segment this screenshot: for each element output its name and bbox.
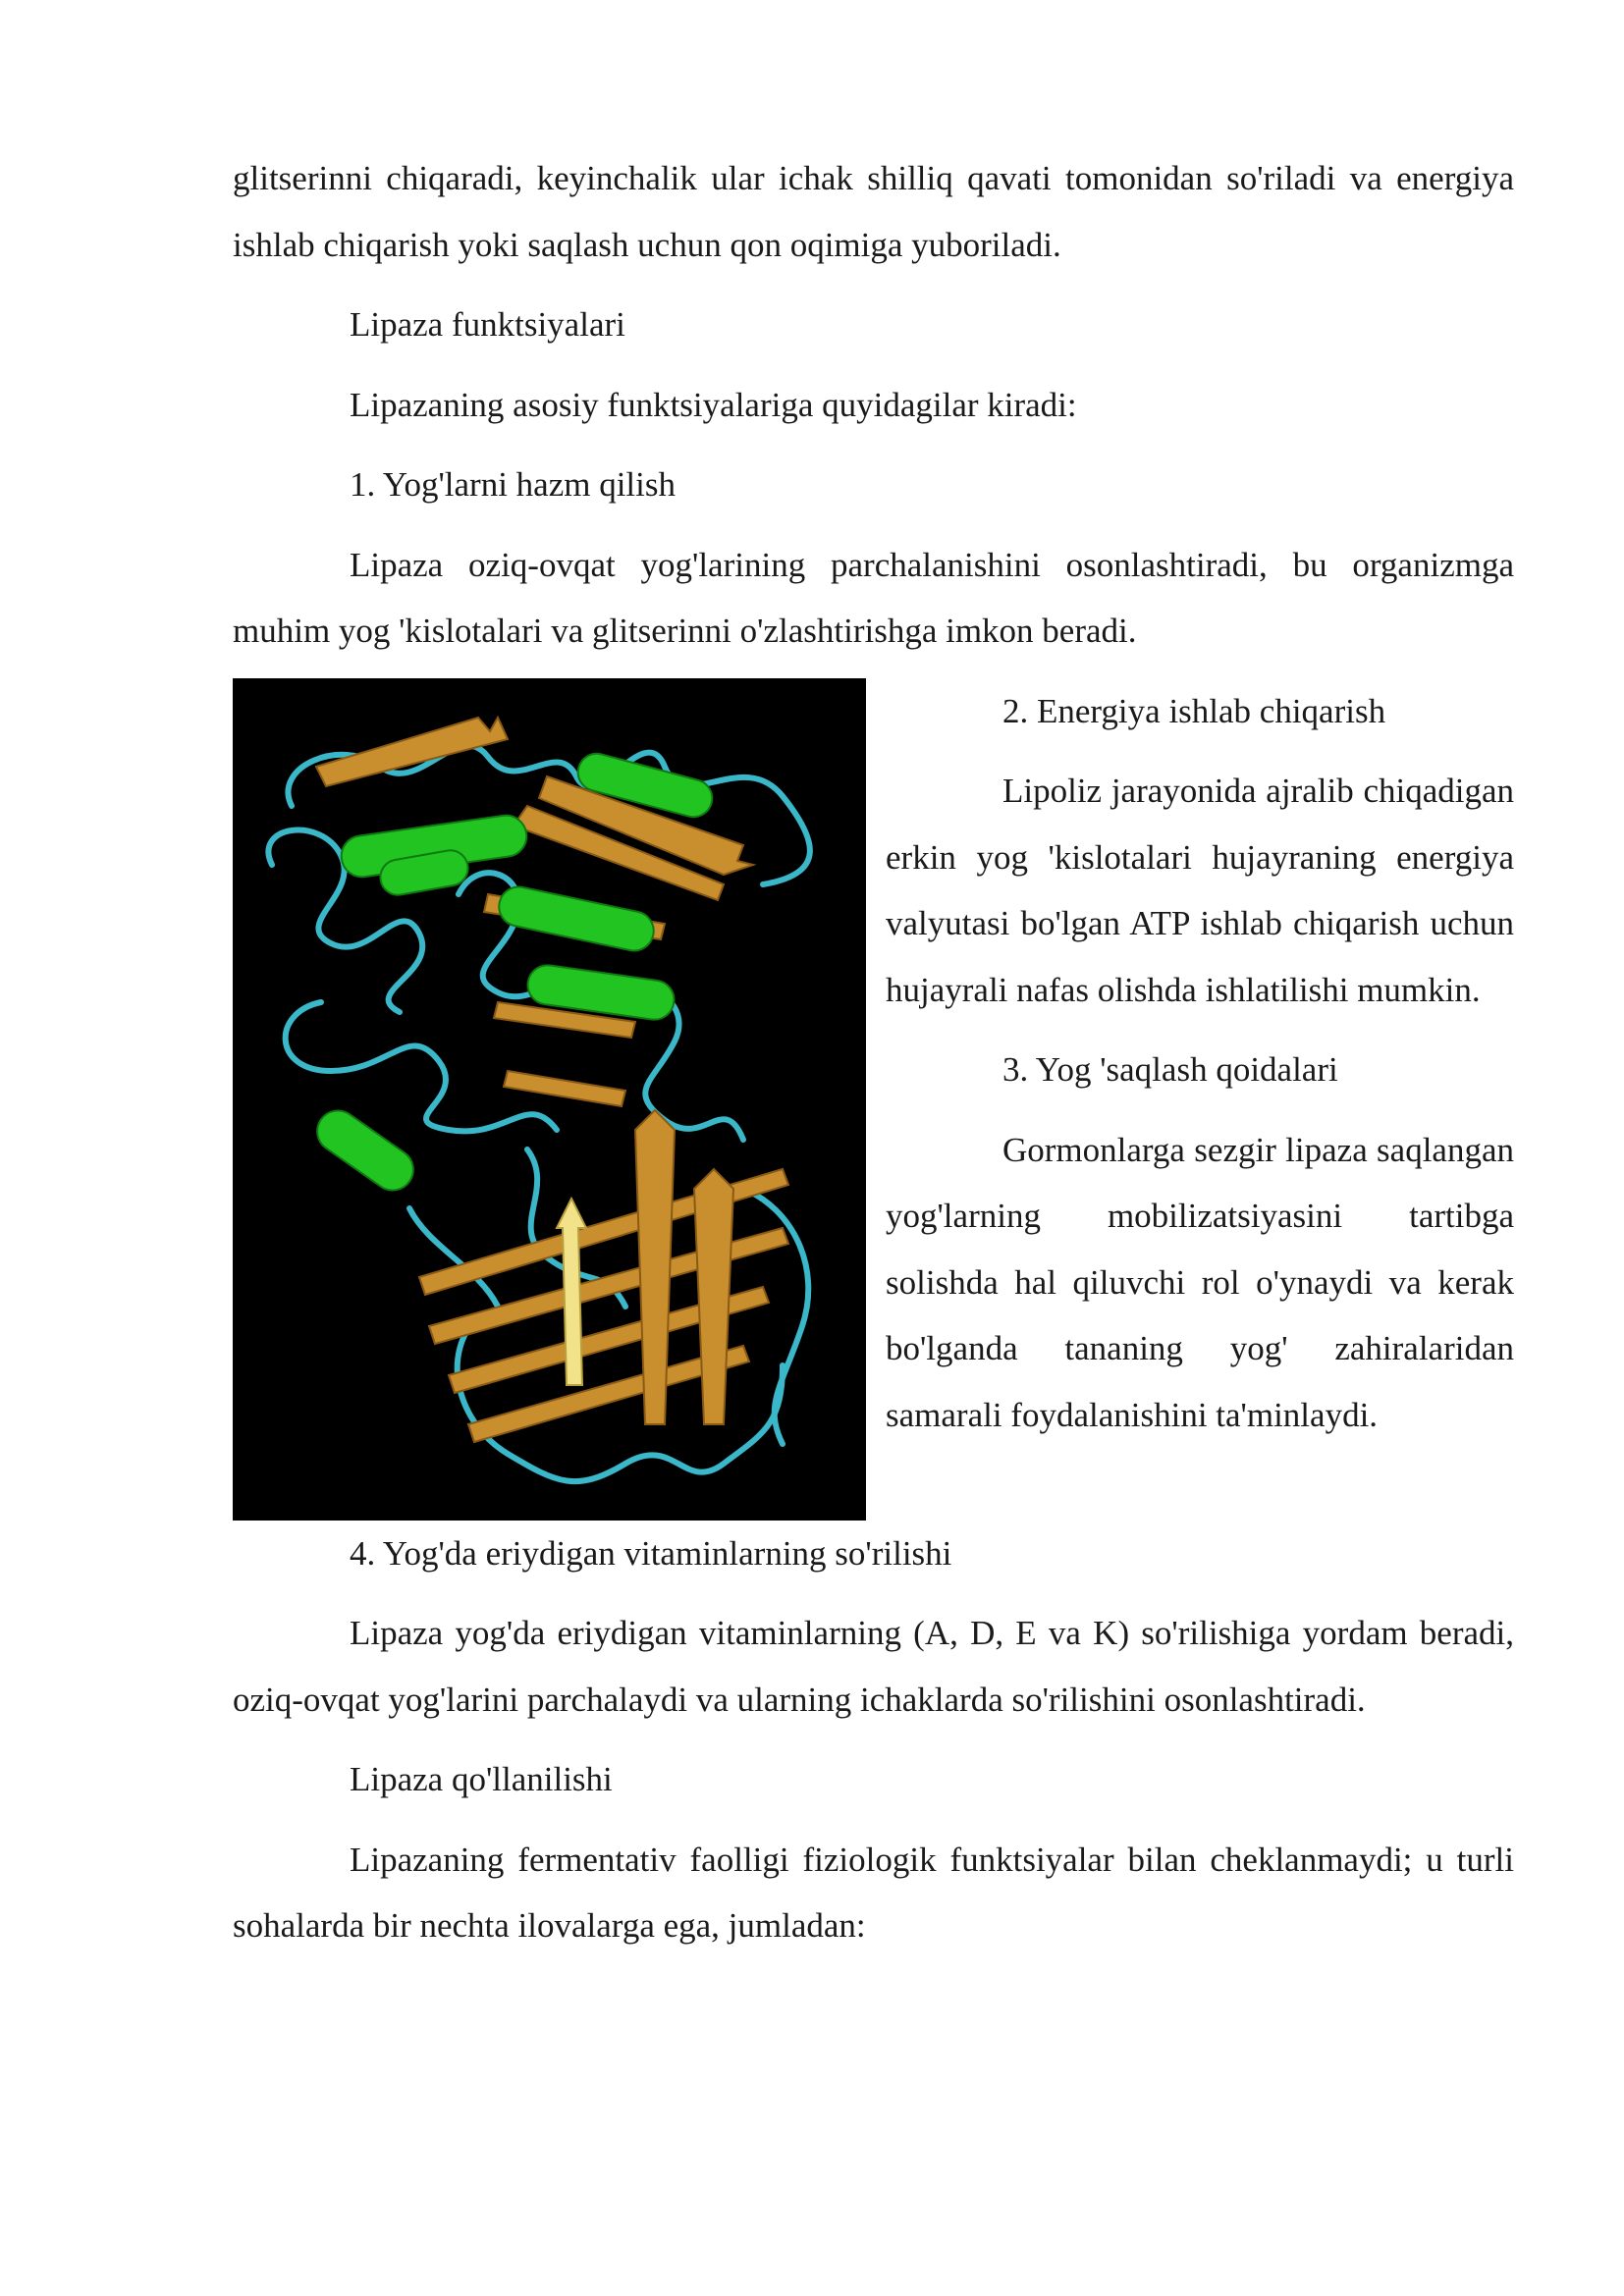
section-heading-applications: Lipaza qo'llanilishi	[350, 1760, 613, 1798]
heading-fat-digestion: 1. Yog'larni hazm qilish	[350, 465, 677, 504]
protein-structure-figure	[233, 678, 866, 1521]
paragraph-intro: glitserinni chiqaradi, keyinchalik ular ichak shilliq qavati tomonidan so'riladi va energiya ishlab chiqarish yoki saqlash uchun qon oqimiga yuboriladi.	[233, 159, 1514, 264]
section-heading-functions: Lipaza funktsiyalari	[350, 305, 625, 344]
paragraph-vitamin-absorption: Lipaza yog'da eriydigan vitaminlarning (A, D, E va K) so'rilishiga yordam beradi, oziq-ovqat yog'larini parchalaydi va ularning ichaklarda so'rilishini osonlashtiradi.	[233, 1614, 1514, 1719]
heading-energy-production: 2. Energiya ishlab chiqarish	[1002, 691, 1386, 730]
paragraph-fat-storage: Gormonlarga sezgir lipaza saqlangan yog'larning mobilizatsiyasini tartibga solishda hal qiluvchi rol o'ynaydi va kerak bo'lganda tananing yog' zahiralaridan samarali foydalanishini ta'minlaydi.	[886, 1130, 1514, 1434]
paragraph-energy-production: Lipoliz jarayonida ajralib chiqadigan erkin yog 'kislotalari hujayraning energiya valyutasi bo'lgan ATP ishlab chiqarish uchun hujayrali nafas olishda ishlatilishi mumkin.	[886, 772, 1514, 1009]
heading-vitamin-absorption: 4. Yog'da eriydigan vitaminlarning so'rilishi	[350, 1533, 952, 1573]
heading-fat-storage: 3. Yog 'saqlash qoidalari	[1002, 1050, 1338, 1089]
protein-ribbon-image	[233, 678, 866, 1521]
paragraph-applications: Lipazaning fermentativ faolligi fiziologik funktsiyalar bilan cheklanmaydi; u turli sohalarda bir nechta ilovalarga ega, jumladan:	[233, 1840, 1514, 1945]
paragraph-functions-intro: Lipazaning asosiy funktsiyalariga quyidagilar kiradi:	[350, 385, 1077, 424]
page-content	[233, 145, 1514, 1973]
paragraph-fat-digestion: Lipaza oziq-ovqat yog'larining parchalanishini osonlashtiradi, bu organizmga muhim yog 'kislotalari va glitserinni o'zlashtirishga imkon beradi.	[233, 545, 1514, 650]
